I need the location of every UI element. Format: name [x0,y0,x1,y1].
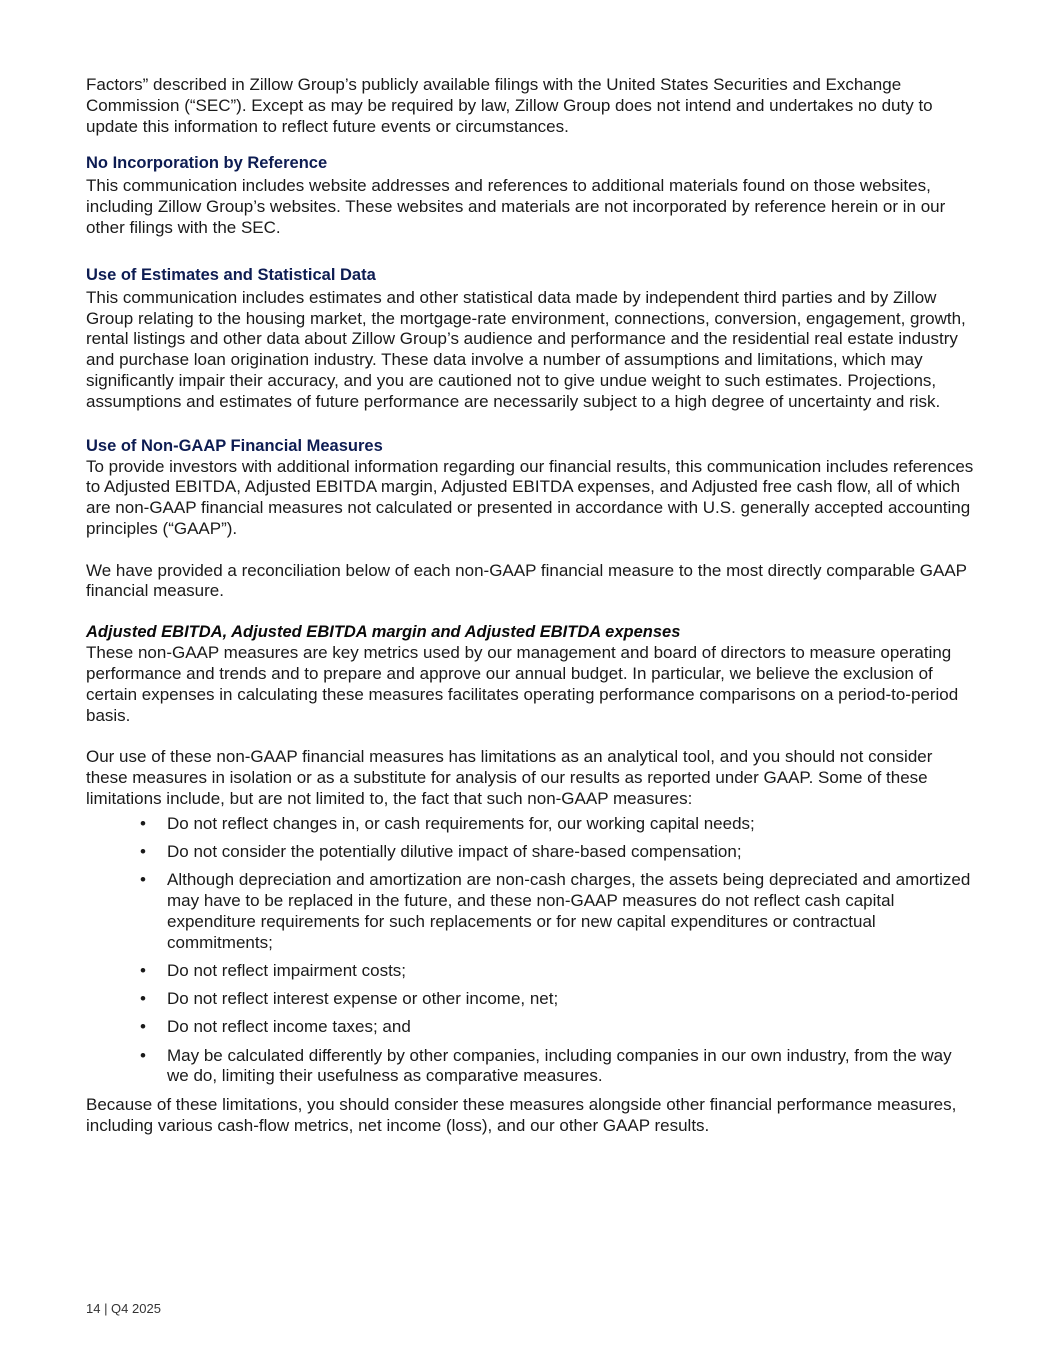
paragraph-reconciliation: We have provided a reconciliation below of each non-GAAP financial measure to the most directly comparable GAAP financial measure. [86,560,967,601]
limitations-list [86,814,976,1088]
list-item: • Do not reflect changes in, or cash requirements for, our working capital needs; [140,813,755,833]
bullet-icon: • [140,1017,146,1037]
bullet-icon: • [140,841,146,861]
list-item: • Do not reflect income taxes; and [140,1017,411,1037]
heading-no-incorporation: No Incorporation by Reference [86,154,328,173]
intro-paragraph: Factors” described in Zillow Group’s publicly available filings with the United States Securities and Exchange Commission (“SEC”). Except as may be required by law, Zillow Group does not intend and undertakes no duty to update this information to reflect future events or circumstances. [86,75,933,136]
bullet-icon: • [140,813,146,833]
paragraph-estimates-statistical-data: This communication includes estimates and other statistical data made by independent third parties and by Zillow Group relating to the housing market, the mortgage-rate environment, connections, conversion, engagement, growth, rental listings and other data about Zillow Group’s audience and performance and the residential real estate industry and purchase loan origination industry. These data involve a number of assumptions and limitations, which may significantly impair their accuracy, and you are cautioned not to give undue weight to such estimates. Projections, assumptions and estimates of future performance are necessarily subject to a high degree of uncertainty and risk. [86,287,966,411]
paragraph-adjusted-ebitda-purpose: These non-GAAP measures are key metrics used by our management and board of directors to measure operating performance and trends and to prepare and approve our annual budget. In particular, we believe the exclusion of certain expenses in calculating these measures facilitates operating performance comparisons on a period-to-period basis. [86,643,959,725]
bullet-icon: • [140,870,146,890]
heading-non-gaap-measures: Use of Non-GAAP Financial Measures [86,436,383,455]
paragraph-non-gaap-measures: To provide investors with additional information regarding our financial results, this communication includes references to Adjusted EBITDA, Adjusted EBITDA margin, Adjusted EBITDA expenses, and Adjusted free cash flow, all of which are non-GAAP financial measures not calculated or presented in accordance with U.S. generally accepted accounting principles (“GAAP”). [86,456,974,538]
page-footer: 14 | Q4 2025 [86,1301,161,1316]
list-item: • Although depreciation and amortization are non-cash charges, the assets being depreciated and amortized may have to be replaced in the future, and these non-GAAP measures do not reflect cash capital expenditure requirements for such replacements or for new capital expenditures or contractual commitments; [140,870,971,952]
list-item: • Do not consider the potentially dilutive impact of share-based compensation; [140,841,742,861]
bullet-icon: • [140,1045,146,1065]
paragraph-no-incorporation: This communication includes website addresses and references to additional materials found on those websites, including Zillow Group’s websites. These websites and materials are not incorporated by reference herein or in our other filings with the SEC. [86,176,946,237]
document-page [86,75,976,1137]
paragraph-limitations-intro: Our use of these non-GAAP financial measures has limitations as an analytical tool, and you should not consider these measures in isolation or as a substitute for analysis of our results as reported under GAAP. Some of these limitations include, but are not limited to, the fact that such non-GAAP measures: [86,747,933,808]
subheading-adjusted-ebitda: Adjusted EBITDA, Adjusted EBITDA margin and Adjusted EBITDA expenses [86,623,681,642]
list-item: • May be calculated differently by other companies, including companies in our own industry, from the way we do, limiting their usefulness as comparative measures. [140,1045,952,1086]
heading-estimates-statistical-data: Use of Estimates and Statistical Data [86,265,376,284]
bullet-icon: • [140,960,146,980]
list-item: • Do not reflect impairment costs; [140,960,407,980]
bullet-icon: • [140,989,146,1009]
paragraph-closing: Because of these limitations, you should consider these measures alongside other financial performance measures, including various cash-flow metrics, net income (loss), and our other GAAP results. [86,1095,957,1136]
list-item: • Do not reflect interest expense or other income, net; [140,989,559,1009]
